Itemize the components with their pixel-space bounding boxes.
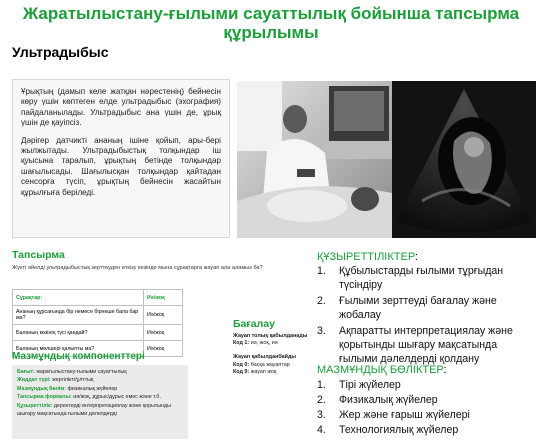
content-components-box bbox=[12, 365, 188, 439]
answer-cell: Иә/жоқ bbox=[144, 306, 183, 325]
passage-box bbox=[12, 79, 230, 238]
task-question: Жүкті әйелді ультрадыбыстық зерттеуден өткізу кезінде мына сұрақтарға жауап ала аламыз ба? bbox=[12, 265, 263, 271]
content-sections-heading: МАЗМҰНДЫҚ БӨЛІКТЕР: bbox=[317, 364, 447, 376]
table-row bbox=[13, 306, 183, 325]
passage-paragraph-2: Дәрігер датчикті ананың ішіне қойып, ары-бері жылжытады. Ультрадыбыстық толқындар іш қуысына таралып, ұрықтың бетінде толқындар шағылысады. Шағылысқан толқындар қайтадан сенсорға түсіп, ұрықтың бейнесін жасайтын құрылғыға беріледі. bbox=[21, 135, 221, 197]
content-sections-list: 1. Тірі жүйелер 2. Физикалық жүйелер 3. Жер және ғарыш жүйелері 4. Технологиялық жүйелер bbox=[317, 379, 470, 436]
ultrasound-exam-photo-graphic bbox=[237, 81, 392, 238]
ultrasound-scan-graphic bbox=[392, 81, 536, 238]
page-title: Жаратылыстану-ғылыми сауаттылық бойынша тапсырма құрылымы bbox=[22, 4, 520, 42]
question-cell: Баланың мөлшері қалыпты ма? bbox=[13, 341, 144, 357]
missing-code: Код 9: bbox=[233, 368, 250, 375]
no-credit-code: Код 0: bbox=[233, 361, 250, 368]
full-credit-text: иә, жоқ, иә bbox=[250, 340, 278, 347]
assessment-codes bbox=[233, 333, 318, 376]
list-item: Жиддат түрі: жергілікті/ұлттық bbox=[17, 377, 94, 384]
competencies-heading: ҚҰЗЫРЕТТІЛІКТЕР: bbox=[317, 251, 418, 263]
list-item: Бағыт: жаратылыстану-ғылыми сауаттылық bbox=[17, 369, 127, 375]
competencies-list: 1. Құбылыстарды ғылыми тұрғыдан түсіндіру 2. Ғылыми зерттеуді бағалау және жобалау 3. Ақпаратты интерпретациялау және қорытынды шығару мақсатында ғылыми дәлелдерді қолдану bbox=[317, 265, 513, 365]
full-credit-code: Код 1: bbox=[233, 340, 250, 347]
questions-header-cell: Сұрақтар: bbox=[13, 290, 144, 306]
missing-text: жауап жоқ bbox=[250, 368, 277, 375]
topic-title: Ультрадыбыс bbox=[12, 44, 109, 60]
question-cell: Ананың құрсағында бір немесе бірнеше бала бар ма? bbox=[13, 306, 144, 325]
passage-paragraph-1: Ұрықтың (дамып келе жатқан нәрестенің) бейнесін көру үшін көптеген елде ультрадыбыс (эхография) пайдаланылады. Ультрадыбыс ана үшін де, ұрық үшін де қауіпсіз. bbox=[21, 87, 221, 128]
list-item: Тапсырма форматы: иә/жоқ, дұрыс/дұрыс емес және т.б. bbox=[17, 394, 161, 401]
list-item: Құзыреттілік: деректерді интерпретациялау және қорытынды шығару мақсатында ғылыми дәлелдерді bbox=[17, 402, 171, 418]
assessment-heading: Бағалау bbox=[233, 318, 275, 330]
answer-cell: Иә/жоқ bbox=[144, 341, 183, 357]
content-components-heading: Мазмұндық компоненттері bbox=[12, 351, 145, 362]
questions-table-header bbox=[13, 290, 183, 306]
no-credit-label: Жауап қабылданбайды bbox=[233, 354, 297, 361]
answers-header-cell: Иә/жоқ bbox=[144, 290, 183, 306]
table-row bbox=[13, 325, 183, 341]
question-cell: Баланың көзінің түсі қандай? bbox=[13, 325, 144, 341]
ultrasound-exam-photo bbox=[237, 81, 392, 238]
ultrasound-scan-image bbox=[392, 81, 536, 238]
list-item: Мазмұндық бөлім: физикалық жүйелер bbox=[17, 385, 118, 392]
answer-cell: Иә/жоқ bbox=[144, 325, 183, 341]
full-credit-label: Жауап толық қабылданады bbox=[233, 333, 308, 339]
no-credit-text: басқа жауаптар bbox=[250, 361, 290, 368]
questions-table bbox=[12, 289, 183, 357]
task-heading: Тапсырма bbox=[12, 249, 65, 261]
